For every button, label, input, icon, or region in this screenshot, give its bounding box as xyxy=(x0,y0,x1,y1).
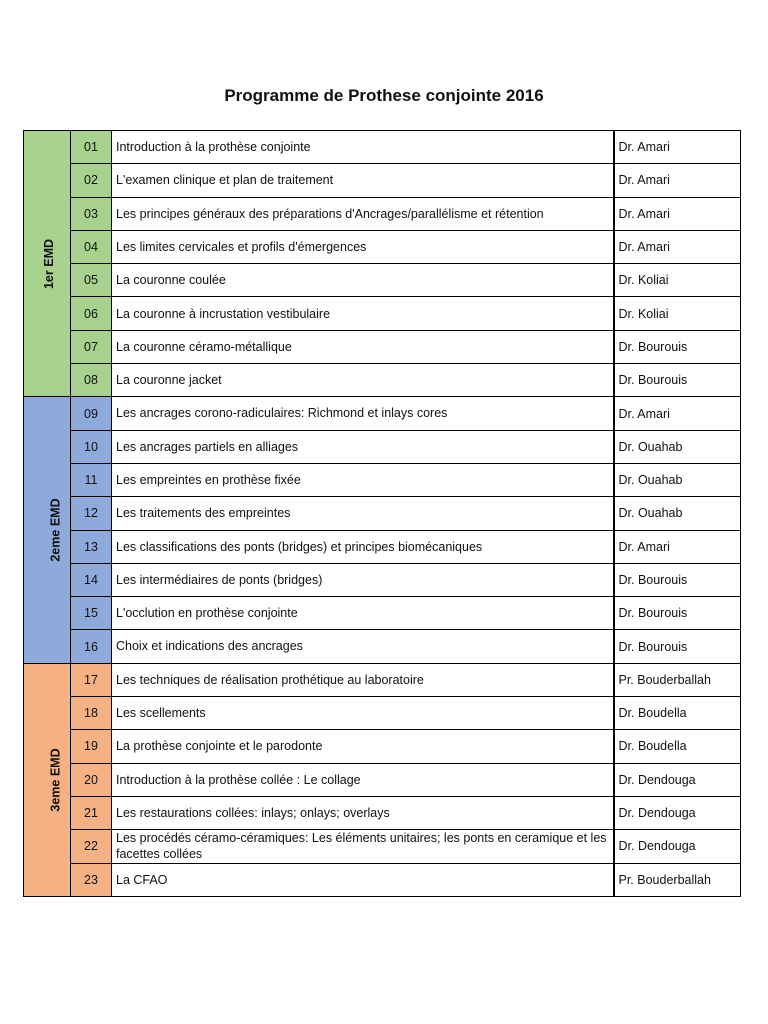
table-row xyxy=(24,497,741,530)
course-topic: Les empreintes en prothèse fixée xyxy=(112,463,614,496)
table-row xyxy=(24,264,741,297)
table-row xyxy=(24,463,741,496)
course-number: 22 xyxy=(71,830,112,864)
course-teacher: Dr. Bourouis xyxy=(614,630,741,663)
course-topic: Les traitements des empreintes xyxy=(112,497,614,530)
course-teacher: Dr. Amari xyxy=(614,530,741,563)
course-number: 13 xyxy=(71,530,112,563)
course-number: 18 xyxy=(71,697,112,730)
course-number: 04 xyxy=(71,230,112,263)
course-topic: La couronne céramo-métallique xyxy=(112,330,614,363)
course-teacher: Dr. Koliai xyxy=(614,264,741,297)
emd-group-cell xyxy=(24,663,71,896)
table-row xyxy=(24,131,741,164)
course-number: 01 xyxy=(71,131,112,164)
course-topic: Les ancrages partiels en alliages xyxy=(112,430,614,463)
course-topic: Les principes généraux des préparations d'Ancrages/parallélisme et rétention xyxy=(112,197,614,230)
course-teacher: Dr. Dendouga xyxy=(614,796,741,829)
table-row xyxy=(24,397,741,430)
course-topic: Les ancrages corono-radiculaires: Richmond et inlays cores xyxy=(112,397,614,430)
table-row xyxy=(24,663,741,696)
course-number: 09 xyxy=(71,397,112,430)
page-title: Programme de Prothese conjointe 2016 xyxy=(224,86,544,105)
course-number: 20 xyxy=(71,763,112,796)
course-teacher: Dr. Dendouga xyxy=(614,763,741,796)
course-teacher: Dr. Amari xyxy=(614,164,741,197)
course-teacher: Dr. Dendouga xyxy=(614,830,741,864)
course-teacher: Dr. Bourouis xyxy=(614,597,741,630)
table-row xyxy=(24,364,741,397)
course-number: 08 xyxy=(71,364,112,397)
course-number: 03 xyxy=(71,197,112,230)
course-topic: L'occlution en prothèse conjointe xyxy=(112,597,614,630)
course-number: 02 xyxy=(71,164,112,197)
course-topic: Les procédés céramo-céramiques: Les éléments unitaires; les ponts en ceramique et les facettes collées xyxy=(112,830,614,864)
course-number: 19 xyxy=(71,730,112,763)
course-topic: Les limites cervicales et profils d'émergences xyxy=(112,230,614,263)
course-teacher: Dr. Koliai xyxy=(614,297,741,330)
programme-table-body xyxy=(24,131,741,897)
course-topic: La prothèse conjointe et le parodonte xyxy=(112,730,614,763)
course-teacher: Pr. Bouderballah xyxy=(614,663,741,696)
table-row xyxy=(24,197,741,230)
emd-group-cell xyxy=(24,131,71,397)
course-number: 11 xyxy=(71,463,112,496)
course-topic: La couronne jacket xyxy=(112,364,614,397)
table-row xyxy=(24,697,741,730)
course-teacher: Dr. Bourouis xyxy=(614,330,741,363)
course-topic: La couronne à incrustation vestibulaire xyxy=(112,297,614,330)
course-teacher: Dr. Bourouis xyxy=(614,364,741,397)
course-teacher: Dr. Amari xyxy=(614,197,741,230)
course-topic: La couronne coulée xyxy=(112,264,614,297)
course-teacher: Pr. Bouderballah xyxy=(614,863,741,896)
table-row xyxy=(24,297,741,330)
course-number: 21 xyxy=(71,796,112,829)
course-number: 16 xyxy=(71,630,112,663)
course-topic: Les restaurations collées: inlays; onlays; overlays xyxy=(112,796,614,829)
course-teacher: Dr. Ouahab xyxy=(614,430,741,463)
course-number: 05 xyxy=(71,264,112,297)
course-number: 06 xyxy=(71,297,112,330)
table-row xyxy=(24,796,741,829)
programme-table xyxy=(23,130,741,897)
course-number: 07 xyxy=(71,330,112,363)
course-topic: La CFAO xyxy=(112,863,614,896)
emd-group-label: 1er EMD xyxy=(42,238,57,289)
table-row xyxy=(24,630,741,663)
course-teacher: Dr. Ouahab xyxy=(614,463,741,496)
course-teacher: Dr. Ouahab xyxy=(614,497,741,530)
course-topic: Les scellements xyxy=(112,697,614,730)
course-number: 15 xyxy=(71,597,112,630)
table-row xyxy=(24,330,741,363)
table-row xyxy=(24,597,741,630)
table-row xyxy=(24,563,741,596)
table-row xyxy=(24,230,741,263)
table-row xyxy=(24,530,741,563)
course-teacher: Dr. Bourouis xyxy=(614,563,741,596)
course-topic: Les techniques de réalisation prothétique au laboratoire xyxy=(112,663,614,696)
table-row xyxy=(24,430,741,463)
course-number: 10 xyxy=(71,430,112,463)
course-number: 23 xyxy=(71,863,112,896)
emd-group-label: 3eme EMD xyxy=(48,748,63,812)
course-teacher: Dr. Boudella xyxy=(614,730,741,763)
course-teacher: Dr. Amari xyxy=(614,397,741,430)
course-number: 14 xyxy=(71,563,112,596)
course-number: 12 xyxy=(71,497,112,530)
course-topic: Choix et indications des ancrages xyxy=(112,630,614,663)
course-teacher: Dr. Amari xyxy=(614,131,741,164)
emd-group-label: 2eme EMD xyxy=(48,498,63,562)
table-row xyxy=(24,763,741,796)
table-row xyxy=(24,164,741,197)
course-topic: Introduction à la prothèse conjointe xyxy=(112,131,614,164)
emd-group-cell xyxy=(24,397,71,663)
course-topic: Introduction à la prothèse collée : Le collage xyxy=(112,763,614,796)
course-teacher: Dr. Boudella xyxy=(614,697,741,730)
table-row xyxy=(24,830,741,864)
table-row xyxy=(24,863,741,896)
course-topic: Les intermédiaires de ponts (bridges) xyxy=(112,563,614,596)
table-row xyxy=(24,730,741,763)
course-teacher: Dr. Amari xyxy=(614,230,741,263)
course-topic: Les classifications des ponts (bridges) et principes biomécaniques xyxy=(112,530,614,563)
course-topic: L'examen clinique et plan de traitement xyxy=(112,164,614,197)
course-number: 17 xyxy=(71,663,112,696)
